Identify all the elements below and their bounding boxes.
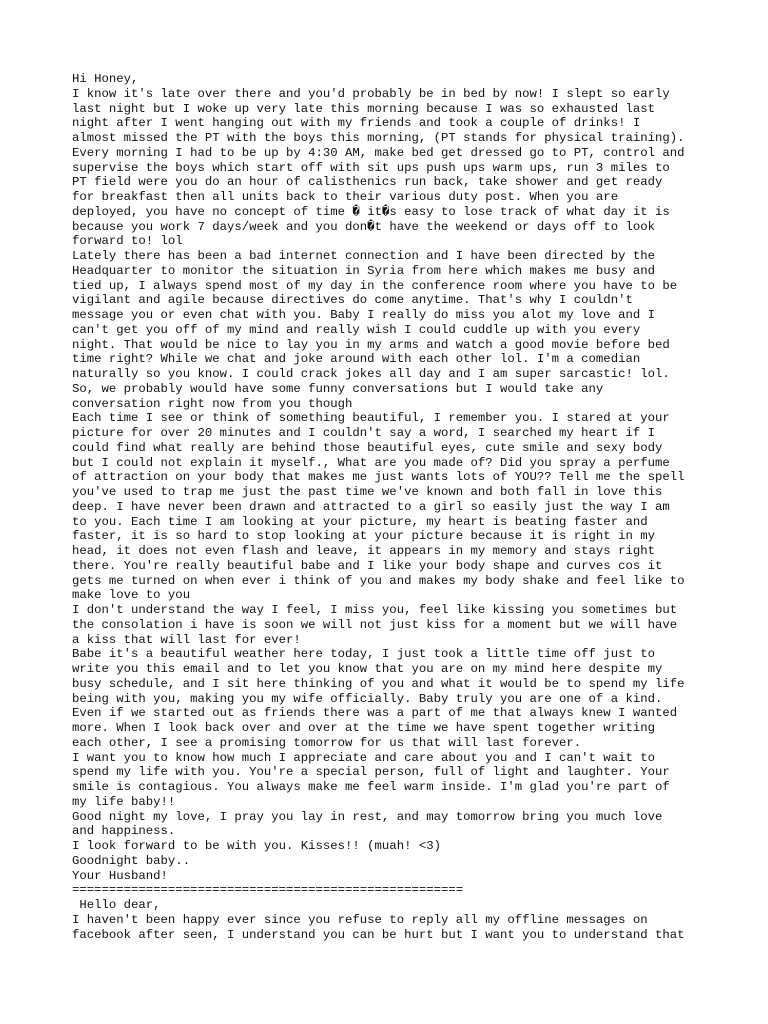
text-line: Hello dear, <box>72 898 161 912</box>
text-line: each other, I see a promising tomorrow for us that will last forever. <box>72 735 582 750</box>
text-line: for breakfast then all units back to their various duty post. When you are <box>72 190 619 204</box>
text-line: make love to you <box>72 588 191 603</box>
text-line: spend my life with you. You're a special person, full of light and laughter. Your <box>72 765 670 780</box>
text-line: Each time I see or think of something beautiful, I remember you. I stared at your <box>72 411 670 426</box>
text-line: Every morning I had to be up by 4:30 AM, make bed get dressed go to PT, control and <box>72 145 685 160</box>
text-line: I want you to know how much I appreciate and care about you and I can't wait to <box>72 750 655 765</box>
text-line: faster, it is so hard to stop looking at your picture because it is right in my <box>72 529 655 544</box>
text-line: the consolation i have is soon we will not just kiss for a moment but we will have <box>72 617 678 632</box>
text-line: I look forward to be with you. Kisses!! (muah! <3) <box>72 839 441 853</box>
text-line: message you or even chat with you. Baby I really do miss you alot my love and I <box>72 308 655 322</box>
text-line: head, it does not even flash and leave, it appears in my memory and stays right <box>72 544 655 558</box>
text-line: gets me turned on when ever i think of you and makes my body shake and feel like to <box>72 573 685 588</box>
text-line: deployed, you have no concept of time � it�s easy to lose track of what day it is <box>72 204 670 219</box>
text-line: I haven't been happy ever since you refuse to reply all my offline messages on <box>72 912 648 927</box>
text-line: last night but I woke up very late this morning because I was so exhausted last <box>72 101 655 116</box>
text-line: tied up, I always spend most of my day in the conference room where you have to be <box>72 278 678 293</box>
text-line: facebook after seen, I understand you can be hurt but I want you to understand that <box>72 927 685 942</box>
text-line: So, we probably would have some funny conversations but I would take any <box>72 381 604 396</box>
text-line: you've used to trap me just the past time we've known and both fall in love this <box>72 485 663 499</box>
document-body <box>72 72 752 942</box>
text-line: time right? While we chat and joke around with each other lol. I'm a comedian <box>72 352 641 367</box>
text-line: Babe it's a beautiful weather here today, I just took a little time off just to <box>72 647 655 662</box>
text-line: of attraction on your body that makes me just wants lots of YOU?? Tell me the spell <box>72 470 685 485</box>
text-line: Even if we started out as friends there was a part of me that always knew I wanted <box>72 706 678 721</box>
text-line: Headquarter to monitor the situation in Syria from here which makes me busy and <box>72 263 655 278</box>
text-line: busy schedule, and I sit here thinking of you and what it would be to spend my life <box>72 676 685 691</box>
text-line: deep. I have never been drawn and attracted to a girl so easily just the way I am <box>72 499 670 514</box>
text-line: can't get you off of my mind and really wish I could cuddle up with you every <box>72 322 641 337</box>
text-line: ===================================================== <box>72 883 464 898</box>
text-line: vigilant and agile because directives do come anytime. That's why I couldn't <box>72 293 633 308</box>
text-line: night. That would be nice to lay you in my arms and watch a good movie before bed <box>72 337 670 352</box>
text-line: to you. Each time I am looking at your picture, my heart is beating faster and <box>72 514 648 529</box>
text-line: smile is contagious. You always make me feel warm inside. I'm glad you're part of <box>72 780 670 794</box>
text-line: Your Husband! <box>72 868 168 883</box>
text-line: forward to! lol <box>72 234 183 249</box>
text-line: my life baby!! <box>72 794 176 809</box>
text-line: picture for over 20 minutes and I couldn't say a word, I searched my heart if I <box>72 426 655 440</box>
text-line: I don't understand the way I feel, I miss you, feel like kissing you sometimes but <box>72 603 678 617</box>
text-line: Goodnight baby.. <box>72 853 191 868</box>
text-line: but I could not explain it myself., What are you made of? Did you spray a perfume <box>72 455 670 470</box>
text-line: could find what really are behind those beautiful eyes, cute smile and sexy body <box>72 440 663 455</box>
text-line: there. You're really beautiful babe and I like your body shape and curves cos it <box>72 558 663 573</box>
document-page <box>72 72 752 942</box>
text-line: I know it's late over there and you'd probably be in bed by now! I slept so early <box>72 86 670 101</box>
text-line: a kiss that will last for ever! <box>72 632 301 647</box>
text-line: supervise the boys which start off with sit ups push ups warm ups, run 3 miles to <box>72 160 670 175</box>
text-line: PT field were you do an hour of calisthenics run back, take shower and get ready <box>72 175 663 190</box>
text-line: conversation right now from you though <box>72 396 353 411</box>
text-line: Good night my love, I pray you lay in rest, and may tomorrow bring you much love <box>72 809 663 824</box>
text-line: being with you, making you my wife officially. Baby truly you are one of a kind. <box>72 691 663 706</box>
text-line: Lately there has been a bad internet connection and I have been directed by the <box>72 249 655 263</box>
text-line: naturally so you know. I could crack jokes all day and I am super sarcastic! lol. <box>72 367 670 381</box>
text-line: night after I went hanging out with my friends and took a couple of drinks! I <box>72 116 641 131</box>
text-line: write you this email and to let you know that you are on my mind here despite my <box>72 662 663 676</box>
text-line: more. When I look back over and over at the time we have spent together writing <box>72 721 655 735</box>
text-line: and happiness. <box>72 824 176 839</box>
text-line: because you work 7 days/week and you don�t have the weekend or days off to look <box>72 219 655 234</box>
text-line: almost missed the PT with the boys this morning, (PT stands for physical training). <box>72 131 685 145</box>
text-line: Hi Honey, <box>72 72 139 86</box>
